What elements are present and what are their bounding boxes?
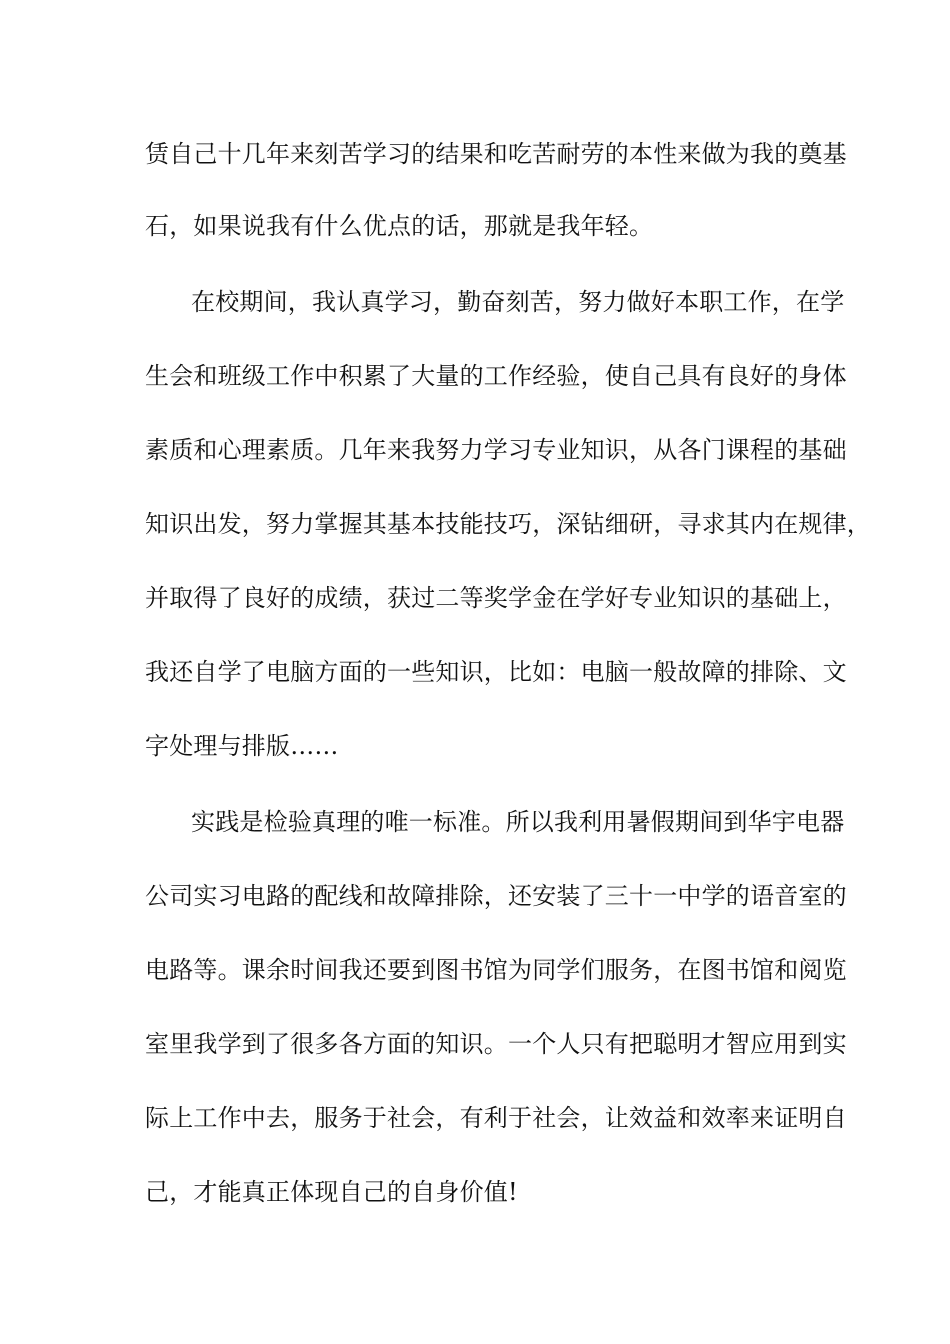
- text-line-11: 公司实习电路的配线和故障排除，还安装了三十一中学的语音室的: [145, 882, 847, 910]
- text-line-4: 生会和班级工作中积累了大量的工作经验，使自己具有良好的身体: [145, 362, 847, 390]
- text-line-9: 字处理与排版……: [145, 732, 339, 760]
- text-line-7: 并取得了良好的成绩，获过二等奖学金在学好专业知识的基础上，: [145, 584, 847, 612]
- text-line-12: 电路等。课余时间我还要到图书馆为同学们服务，在图书馆和阅览: [145, 956, 847, 984]
- text-line-15: 己，才能真正体现自己的自身价值!: [145, 1178, 518, 1206]
- text-line-2: 石，如果说我有什么优点的话，那就是我年轻。: [145, 212, 654, 240]
- text-line-13: 室里我学到了很多各方面的知识。一个人只有把聪明才智应用到实: [145, 1030, 847, 1058]
- text-line-5: 素质和心理素质。几年来我努力学习专业知识，从各门课程的基础: [145, 436, 847, 464]
- text-line-6: 知识出发，努力掌握其基本技能技巧，深钻细研，寻求其内在规律，: [145, 510, 871, 538]
- text-line-14: 际上工作中去，服务于社会，有利于社会，让效益和效率来证明自: [145, 1104, 847, 1132]
- text-line-1: 赁自己十几年来刻苦学习的结果和吃苦耐劳的本性来做为我的奠基: [145, 140, 847, 168]
- paragraph-2-line-1: 在校期间，我认真学习，勤奋刻苦，努力做好本职工作，在学: [191, 288, 845, 316]
- text-line-8: 我还自学了电脑方面的一些知识，比如：电脑一般故障的排除、文: [145, 658, 847, 686]
- paragraph-3-line-1: 实践是检验真理的唯一标准。所以我利用暑假期间到华宇电器: [191, 808, 845, 836]
